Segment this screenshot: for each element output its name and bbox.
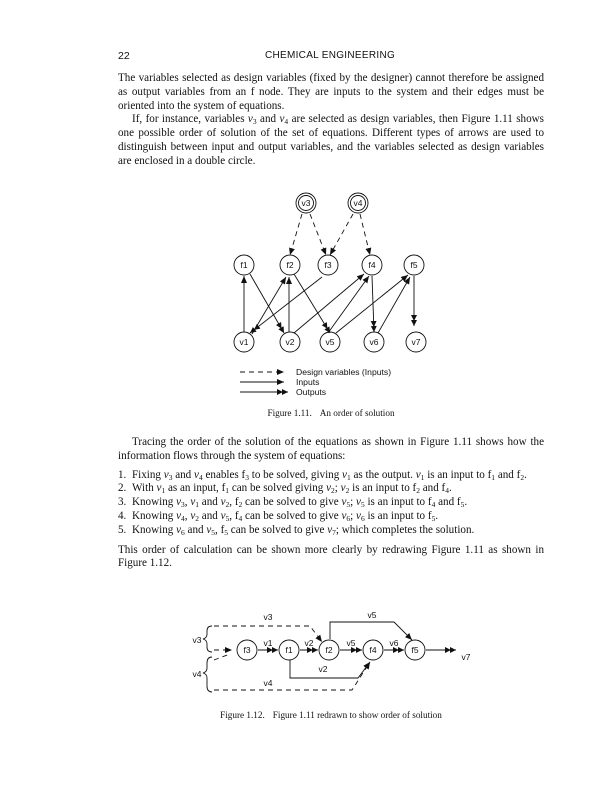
node-v5-label: v5	[325, 337, 335, 347]
fig12-node-f5: f5	[411, 645, 419, 655]
node-f1-label: f1	[240, 260, 248, 270]
paragraph-4: This order of calculation can be shown more clearly by redrawing Figure 1.11 as shown in Figure 1.12.	[118, 543, 544, 570]
fig12-label-v3-top: v3	[263, 612, 273, 622]
step-2: 2. With $v_1$ as an input, $f_1$ can be solved giving $v_2$; $v_2$ is an input to $f_2$ and $f_4$.	[118, 482, 452, 496]
paragraph-3: Tracing the order of the solution of the equations as shown in Figure 1.11 shows how the information flows through the system of equations:	[118, 436, 544, 462]
fig12-label-v4-bottom: v4	[263, 678, 273, 688]
node-v6-label: v6	[369, 337, 379, 347]
fig12-label-v1: v1	[263, 638, 273, 648]
legend-inputs: Inputs	[296, 377, 320, 387]
paragraph-2: If, for instance, variables $v_3$ and $v_4$ are selected as design variables, then Figure 1.11 shows one possible order of solution of the set of equations. Different types of arrows are used to distinguish between input and output variables, and the variables selected as design variables are enclosed in a double circle.	[118, 113, 544, 167]
step-1: 1. Fixing $v_3$ and $v_4$ enables $f_3$ to be solved, giving $v_1$ as the output. $v_1$ is an input to $f_1$ and $f_2$.	[118, 468, 527, 482]
fig12-label-v2-mid: v2	[304, 638, 314, 648]
node-f2-label: f2	[286, 260, 294, 270]
node-f4-label: f4	[368, 260, 376, 270]
legend-outputs: Outputs	[296, 387, 327, 397]
node-v1-label: v1	[239, 337, 249, 347]
fig12-label-v2-low: v2	[318, 664, 328, 674]
fig12-label-v6: v6	[389, 638, 399, 648]
paragraph-1: The variables selected as design variables (fixed by the designer) cannot therefore be assigned as output variables from an f node. They are inputs to the system and their edges must be oriented into the system of equations.	[118, 72, 544, 112]
brace-v4	[203, 657, 212, 692]
fig12-label-v5-mid: v5	[346, 638, 356, 648]
fig12-node-f4: f4	[369, 645, 377, 655]
node-v3-label: v3	[301, 198, 311, 208]
fig12-node-f1: f1	[285, 645, 293, 655]
node-v7-label: v7	[411, 337, 421, 347]
fig12-node-f3: f3	[243, 645, 251, 655]
figure-1-12-caption: Figure 1.12. Figure 1.11 redrawn to show order of solution	[220, 710, 442, 720]
step-4: 4. Knowing $v_4$, $v_2$ and $v_5$, $f_4$ can be solved to give $v_6$; $v_6$ is an input to $f_5$.	[118, 509, 439, 523]
step-5: 5. Knowing $v_6$ and $v_5$, $f_5$ can be solved to give $v_7$; which completes the solution.	[118, 523, 475, 537]
fig12-node-f2: f2	[325, 645, 333, 655]
figure-1-11-caption: Figure 1.11. An order of solution	[267, 408, 395, 418]
node-f3-label: f3	[324, 260, 332, 270]
step-3: 3. Knowing $v_3$, $v_1$ and $v_2$, $f_2$ can be solved to give $v_5$; $v_5$ is an input to $f_4$ and $f_5$.	[118, 496, 468, 510]
fig12-label-v7: v7	[461, 652, 471, 662]
node-f5-label: f5	[410, 260, 418, 270]
fig12-label-v3-left: v3	[192, 635, 202, 645]
fig12-label-v5-top: v5	[367, 610, 377, 620]
brace-v3	[203, 626, 212, 652]
page-number: 22	[118, 50, 130, 62]
running-title: CHEMICAL ENGINEERING	[264, 50, 396, 61]
fig12-label-v4-left: v4	[192, 669, 202, 679]
node-v2-label: v2	[285, 337, 295, 347]
node-v4-label: v4	[353, 198, 363, 208]
legend-design-variables: Design variables (Inputs)	[296, 367, 392, 377]
